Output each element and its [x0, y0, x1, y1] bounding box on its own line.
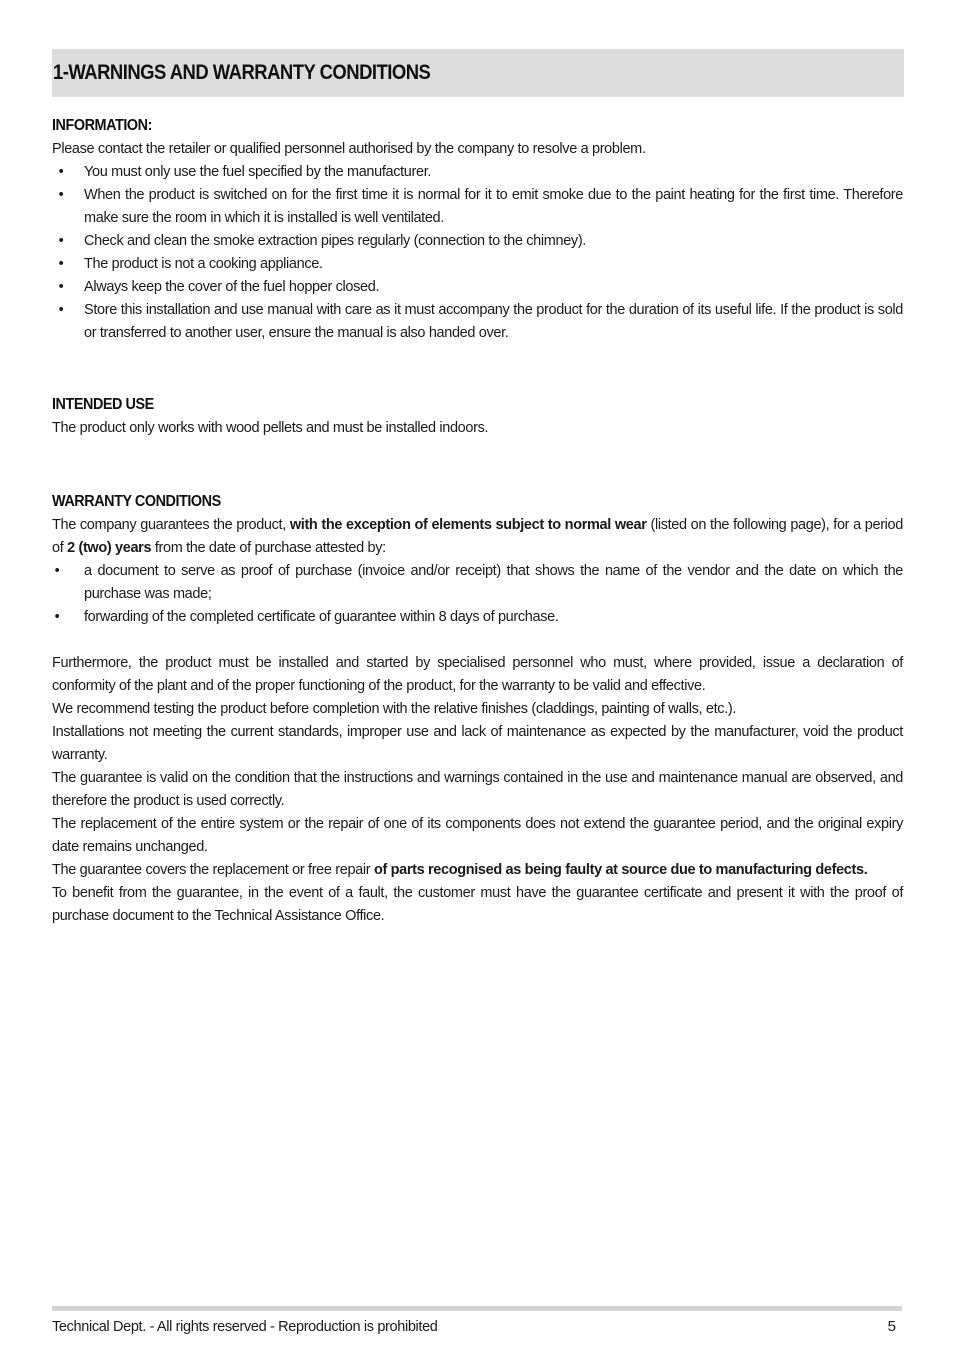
bullet-icon: • — [58, 279, 64, 295]
list-item — [52, 161, 903, 184]
warranty-paragraph: We recommend testing the product before completion with the relative finishes (claddings, painting of walls, etc.). — [52, 701, 737, 717]
warranty-repair-text: The guarantee covers the replacement or free repair — [52, 862, 374, 878]
warranty-intro-text: (listed on the following page), for a period of — [52, 517, 903, 556]
intended-use-section — [52, 394, 903, 440]
bullet-icon: • — [58, 302, 64, 318]
bullet-icon: • — [58, 256, 64, 272]
list-item-text: Always keep the cover of the fuel hopper closed. — [84, 279, 380, 295]
list-item-text: When the product is switched on for the first time it is normal for it to emit smoke due to the paint heating for the first time. Therefore make sure the room in which it is installed is well ventilated. — [84, 187, 903, 226]
list-item — [52, 299, 903, 345]
information-list — [52, 161, 903, 345]
information-intro: Please contact the retailer or qualified personnel authorised by the company to resolve a problem. — [52, 141, 646, 157]
bullet-icon: • — [58, 233, 64, 249]
spacer — [52, 629, 903, 652]
list-item — [52, 606, 903, 629]
warranty-heading: WARRANTY CONDITIONS — [52, 493, 221, 510]
information-section — [52, 115, 903, 345]
list-item — [52, 230, 903, 253]
footer-copyright: Technical Dept. - All rights reserved - Reproduction is prohibited — [52, 1319, 438, 1335]
warranty-paragraph: Installations not meeting the current standards, improper use and lack of maintenance as expected by the manufacturer, void the product warranty. — [52, 724, 903, 763]
intended-use-text: The product only works with wood pellets and must be installed indoors. — [52, 420, 489, 436]
page-title: 1-WARNINGS AND WARRANTY CONDITIONS — [53, 61, 431, 84]
list-item — [52, 276, 903, 299]
list-item-text: You must only use the fuel specified by the manufacturer. — [84, 164, 432, 180]
footer-divider — [52, 1306, 902, 1311]
bullet-icon: • — [58, 187, 64, 203]
list-item-text: Check and clean the smoke extraction pipes regularly (connection to the chimney). — [84, 233, 586, 249]
bullet-icon: • — [58, 164, 64, 180]
warranty-intro-emphasis: with the exception of elements subject to normal wear — [289, 517, 647, 533]
warranty-section — [52, 491, 903, 928]
warranty-intro-text: The company guarantees the product, — [52, 517, 290, 533]
section-title-bar — [52, 49, 904, 97]
warranty-paragraph: The guarantee is valid on the condition that the instructions and warnings contained in the use and maintenance manual are observed, and therefore the product is used correctly. — [52, 770, 903, 809]
warranty-repair-paragraph — [52, 859, 903, 882]
warranty-list — [52, 560, 903, 629]
warranty-intro-text: from the date of purchase attested by: — [151, 540, 386, 556]
list-item — [52, 253, 903, 276]
warranty-repair-emphasis: of parts recognised as being faulty at source due to manufacturing defects. — [373, 862, 868, 878]
warranty-period: 2 (two) years — [67, 540, 152, 556]
warranty-paragraph: Furthermore, the product must be installed and started by specialised personnel who must, where provided, issue a declaration of conformity of the plant and of the proper functioning of the product, for the warranty to be valid and effective. — [52, 655, 903, 694]
information-heading: INFORMATION: — [52, 117, 152, 134]
warranty-paragraph: The replacement of the entire system or the repair of one of its components does not extend the guarantee period, and the original expiry date remains unchanged. — [52, 816, 903, 855]
warranty-paragraph: To benefit from the guarantee, in the event of a fault, the customer must have the guarantee certificate and present it with the proof of purchase document to the Technical Assistance Office. — [52, 885, 903, 924]
warranty-intro — [52, 514, 903, 560]
list-item-text: a document to serve as proof of purchase (invoice and/or receipt) that shows the name of the vendor and the date on which the purchase was made; — [84, 563, 903, 602]
page-number: 5 — [887, 1318, 896, 1335]
list-item — [52, 184, 903, 230]
intended-use-heading: INTENDED USE — [52, 396, 154, 413]
list-item-text: forwarding of the completed certificate of guarantee within 8 days of purchase. — [84, 609, 559, 625]
list-item-text: Store this installation and use manual with care as it must accompany the product for the duration of its useful life. If the product is sold or transferred to another user, ensure the manual is also handed over. — [84, 302, 903, 341]
list-item-text: The product is not a cooking appliance. — [84, 256, 323, 272]
list-item — [52, 560, 903, 606]
bullet-icon: • — [54, 563, 60, 579]
bullet-icon: • — [54, 609, 60, 625]
